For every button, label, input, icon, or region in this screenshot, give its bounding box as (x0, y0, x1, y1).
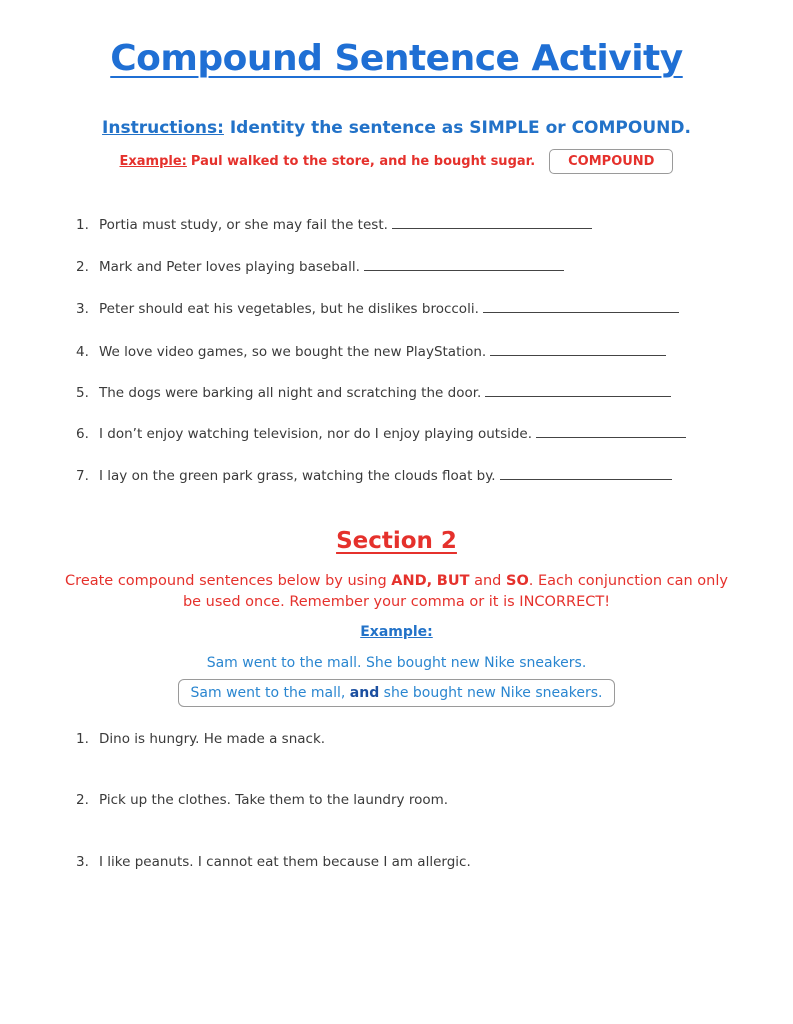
desc-part2: . Each conjunction can only be used once. Remember your comma or it is INCORRECT! (182, 573, 728, 610)
answer-blank[interactable] (364, 269, 564, 271)
section2-example-label: Example: (360, 624, 433, 640)
list-item (76, 344, 666, 360)
item-number: 2. (76, 259, 89, 275)
answer-blank[interactable] (536, 436, 686, 438)
item-text: Portia must study, or she may fail the test. (99, 217, 388, 233)
list-item (76, 468, 672, 484)
example-answer-box: COMPOUND (549, 149, 673, 174)
example-answer-before: Sam went to the mall, (190, 685, 350, 701)
item-number: 3. (76, 854, 89, 870)
list-item (76, 792, 448, 808)
instructions-label: Instructions: (102, 118, 224, 138)
section2-example-sentences: Sam went to the mall. She bought new Nike sneakers. (206, 655, 587, 671)
desc-part1: Create compound sentences below by using (65, 573, 392, 589)
instructions-text: Identity the sentence as SIMPLE or COMPOUND. (223, 118, 691, 138)
item-number: 2. (76, 792, 89, 808)
list-item (76, 385, 671, 401)
list-item (76, 426, 686, 442)
answer-blank[interactable] (483, 311, 679, 313)
example-answer-after: she bought new Nike sneakers. (379, 685, 603, 701)
item-text: Peter should eat his vegetables, but he dislikes broccoli. (99, 301, 479, 317)
list-item (76, 301, 679, 317)
item-text: I like peanuts. I cannot eat them because I am allergic. (99, 854, 471, 870)
item-text: Dino is hungry. He made a snack. (99, 731, 326, 747)
item-number: 3. (76, 301, 89, 317)
example-row (0, 149, 793, 174)
item-number: 6. (76, 426, 89, 442)
section2-title: Section 2 (336, 528, 457, 554)
answer-blank[interactable] (485, 395, 671, 397)
example-answer-conj: and (349, 685, 380, 701)
answer-blank[interactable] (500, 478, 672, 480)
page-title: Compound Sentence Activity (110, 38, 683, 79)
item-number: 1. (76, 731, 89, 747)
section2-example-box-wrap (0, 679, 793, 707)
list-item (76, 217, 592, 233)
item-text: Pick up the clothes. Take them to the laundry room. (99, 792, 449, 808)
conj-so: SO (506, 573, 529, 589)
item-text: We love video games, so we bought the new PlayStation. (99, 344, 487, 360)
desc-and: and (469, 573, 506, 589)
section2-example-answer-box (178, 679, 616, 707)
section2-description (60, 571, 733, 613)
conj-but: BUT (436, 573, 470, 589)
item-text: The dogs were barking all night and scratching the door. (99, 385, 482, 401)
item-text: I don’t enjoy watching television, nor do I enjoy playing outside. (99, 426, 533, 442)
item-number: 5. (76, 385, 89, 401)
item-text: Mark and Peter loves playing baseball. (99, 259, 360, 275)
conj-and: AND, (391, 573, 433, 589)
list-item (76, 259, 564, 275)
answer-blank[interactable] (392, 227, 592, 229)
list-item (76, 731, 325, 747)
item-number: 4. (76, 344, 89, 360)
item-number: 1. (76, 217, 89, 233)
item-number: 7. (76, 468, 89, 484)
example-label: Example: (119, 154, 187, 169)
answer-blank[interactable] (490, 354, 666, 356)
instructions (0, 118, 793, 138)
list-item (76, 854, 471, 870)
item-text: I lay on the green park grass, watching the clouds float by. (99, 468, 496, 484)
example-text: Paul walked to the store, and he bought sugar. (190, 154, 536, 169)
